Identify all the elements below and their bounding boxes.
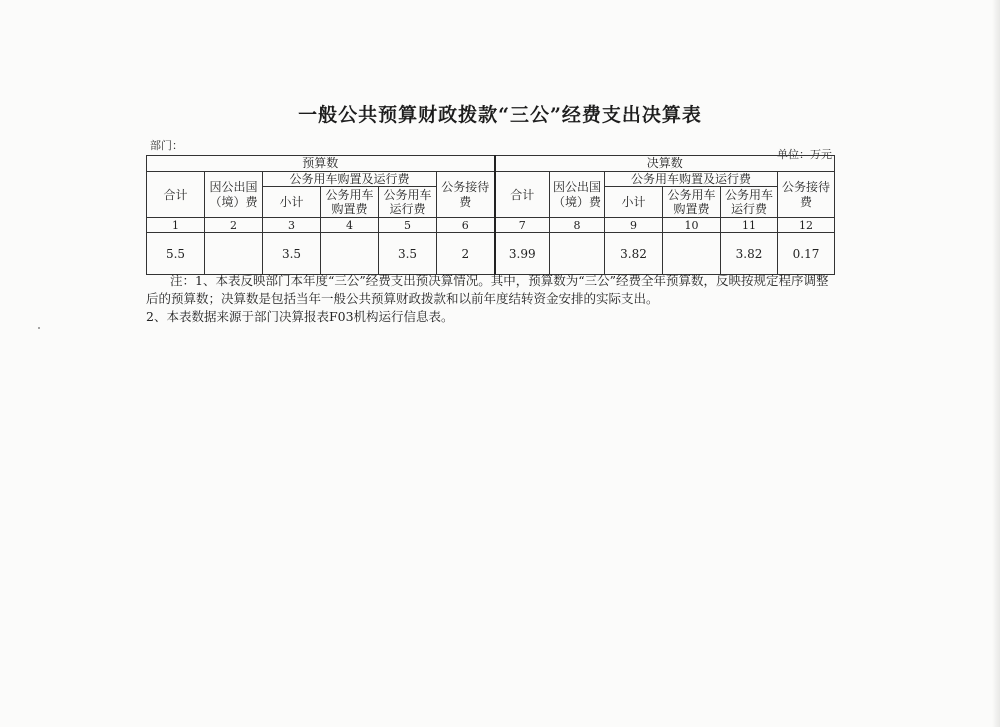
header-final-reception: 公务接待 费 <box>778 172 835 218</box>
final-section-header: 决算数 <box>495 156 835 172</box>
table-value-row <box>147 233 835 275</box>
header-budget-vehicle-purchase: 公务用车 购置费 <box>321 187 379 218</box>
column-number: 12 <box>778 218 835 233</box>
header-budget-vehicle-group: 公务用车购置及运行费 <box>263 172 437 187</box>
header-budget-vehicle-operation: 公务用车 运行费 <box>379 187 437 218</box>
value-final-vehicle-purchase <box>663 233 721 275</box>
value-budget-total: 5.5 <box>147 233 205 275</box>
column-number: 9 <box>605 218 663 233</box>
value-final-vehicle-operation: 3.82 <box>721 233 778 275</box>
table-section-row <box>147 156 835 172</box>
column-number: 4 <box>321 218 379 233</box>
header-budget-abroad: 因公出国 （境）费 <box>205 172 263 218</box>
column-number: 10 <box>663 218 721 233</box>
column-number: 6 <box>437 218 495 233</box>
column-number: 11 <box>721 218 778 233</box>
header-budget-subtotal: 小计 <box>263 187 321 218</box>
department-label: 部门： <box>150 139 183 152</box>
value-budget-vehicle-operation: 3.5 <box>379 233 437 275</box>
column-number: 8 <box>550 218 605 233</box>
value-budget-abroad <box>205 233 263 275</box>
value-budget-vehicle-subtotal: 3.5 <box>263 233 321 275</box>
header-budget-reception: 公务接待 费 <box>437 172 495 218</box>
document-title: 一般公共预算财政拨款“三公”经费支出决算表 <box>298 104 702 126</box>
header-budget-total: 合计 <box>147 172 205 218</box>
header-final-vehicle-operation: 公务用车 运行费 <box>721 187 778 218</box>
column-number: 2 <box>205 218 263 233</box>
table-subgroup-row <box>147 172 835 187</box>
value-final-total: 3.99 <box>495 233 550 275</box>
note-2: 2、本表数据来源于部门决算报表F03机构运行信息表。 <box>146 309 454 324</box>
value-budget-reception: 2 <box>437 233 495 275</box>
column-number: 1 <box>147 218 205 233</box>
header-final-abroad: 因公出国 （境）费 <box>550 172 605 218</box>
value-final-abroad <box>550 233 605 275</box>
column-number: 7 <box>495 218 550 233</box>
note-1: 注：1、本表反映部门本年度“三公”经费支出预决算情况。其中，预算数为“三公”经费全年预算数，反映按规定程序调整后的预算数；决算数是包括当年一般公共预算财政拨款和以前年度结转资金安排的实际支出。 <box>146 273 829 306</box>
column-number: 5 <box>379 218 437 233</box>
column-number: 3 <box>263 218 321 233</box>
header-final-vehicle-purchase: 公务用车 购置费 <box>663 187 721 218</box>
header-final-total: 合计 <box>495 172 550 218</box>
budget-section-header: 预算数 <box>147 156 495 172</box>
header-final-subtotal: 小计 <box>605 187 663 218</box>
value-budget-vehicle-purchase <box>321 233 379 275</box>
value-final-vehicle-subtotal: 3.82 <box>605 233 663 275</box>
column-number-row <box>147 218 835 233</box>
table-notes <box>146 272 836 326</box>
expenditure-table <box>146 155 835 275</box>
header-final-vehicle-group: 公务用车购置及运行费 <box>605 172 778 187</box>
unit-label: 单位：万元 <box>777 148 832 161</box>
value-final-reception: 0.17 <box>778 233 835 275</box>
scan-speck <box>38 327 40 329</box>
